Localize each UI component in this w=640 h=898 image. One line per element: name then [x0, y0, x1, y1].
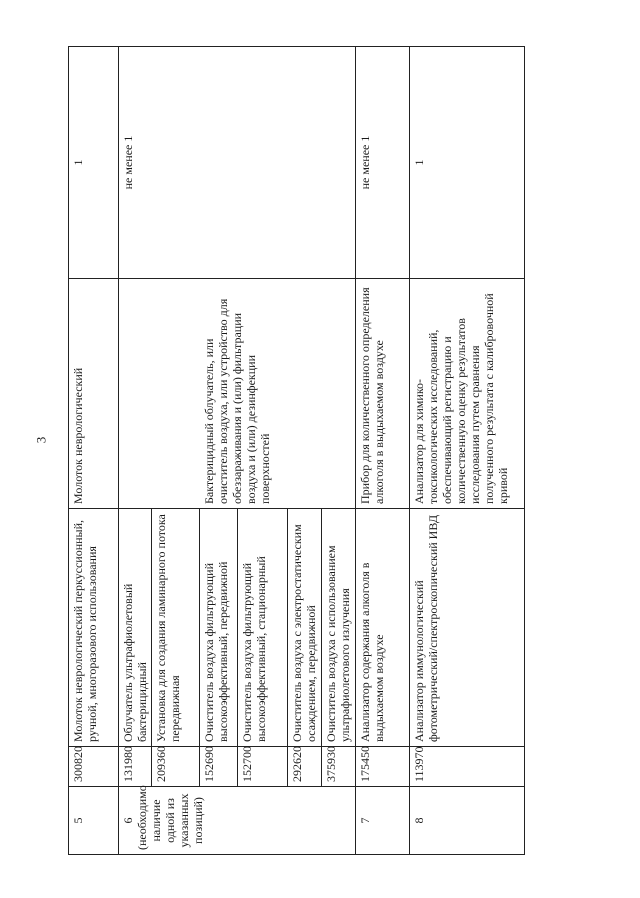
code-cell: 209360 — [152, 747, 200, 787]
name-cell: Очиститель воздуха фильтрующий высокоэффективный, стационарный — [238, 509, 288, 747]
equipment-table — [68, 46, 525, 855]
quantity-cell: не менее 1 — [356, 47, 410, 279]
table-row — [410, 47, 525, 855]
code-cell: 152700 — [238, 747, 288, 787]
row-number: 6 — [121, 817, 135, 824]
code-cell: 300820 — [69, 747, 119, 787]
quantity-cell: 1 — [410, 47, 525, 279]
name-cell: Облучатель ультрафиолетовый бактерицидный — [119, 509, 152, 747]
code-cell: 113970 — [410, 747, 525, 787]
row-number-note: (необходимо наличие одной из указанных позиций) — [135, 785, 205, 850]
equipment-table-sheet — [68, 47, 558, 855]
name-cell: Очиститель воздуха с использованием ультрафиолетового излучения — [322, 509, 356, 747]
code-cell: 375930 — [322, 747, 356, 787]
row-number-cell: 7 — [356, 787, 410, 855]
row-number-cell — [119, 787, 356, 855]
name-cell: Установка для создания ламинарного потока передвижная — [152, 509, 200, 747]
equipment-cell: Прибор для количественного определения алкоголя в выдыхаемом воздухе — [356, 279, 410, 509]
code-cell: 152690 — [200, 747, 238, 787]
name-cell: Анализатор содержания алкоголя в выдыхаемом воздухе — [356, 509, 410, 747]
name-cell: Молоток неврологический перкуссионный, ручной, многоразового использования — [69, 509, 119, 747]
equipment-cell: Анализатор для химико-токсикологических исследований, обеспечивающий регистрацию и количественную оценку результатов исследования путем сравнения полученного результата с калибровочной кривой — [410, 279, 525, 509]
quantity-cell: 1 — [69, 47, 119, 279]
equipment-cell: Молоток неврологический — [69, 279, 119, 509]
name-cell: Очиститель воздуха фильтрующий высокоэффективный, передвижной — [200, 509, 238, 747]
row-number-cell: 8 — [410, 787, 525, 855]
code-cell: 131980 — [119, 747, 152, 787]
table-row — [356, 47, 410, 855]
code-cell: 175450 — [356, 747, 410, 787]
table-row — [69, 47, 119, 855]
name-cell: Анализатор иммунологический фотометрический/спектроскопический ИВД — [410, 509, 525, 747]
equipment-cell: Бактерицидный облучатель, или очиститель воздуха, или устройство для обеззараживания и (или) фильтрации воздуха и (или) дезинфекции поверхностей — [119, 279, 356, 509]
quantity-cell: не менее 1 — [119, 47, 356, 279]
row-number-cell: 5 — [69, 787, 119, 855]
code-cell: 292620 — [288, 747, 322, 787]
page-number: 3 — [33, 436, 49, 444]
name-cell: Очиститель воздуха с электростатическим осаждением, передвижной — [288, 509, 322, 747]
table-row — [119, 47, 152, 855]
